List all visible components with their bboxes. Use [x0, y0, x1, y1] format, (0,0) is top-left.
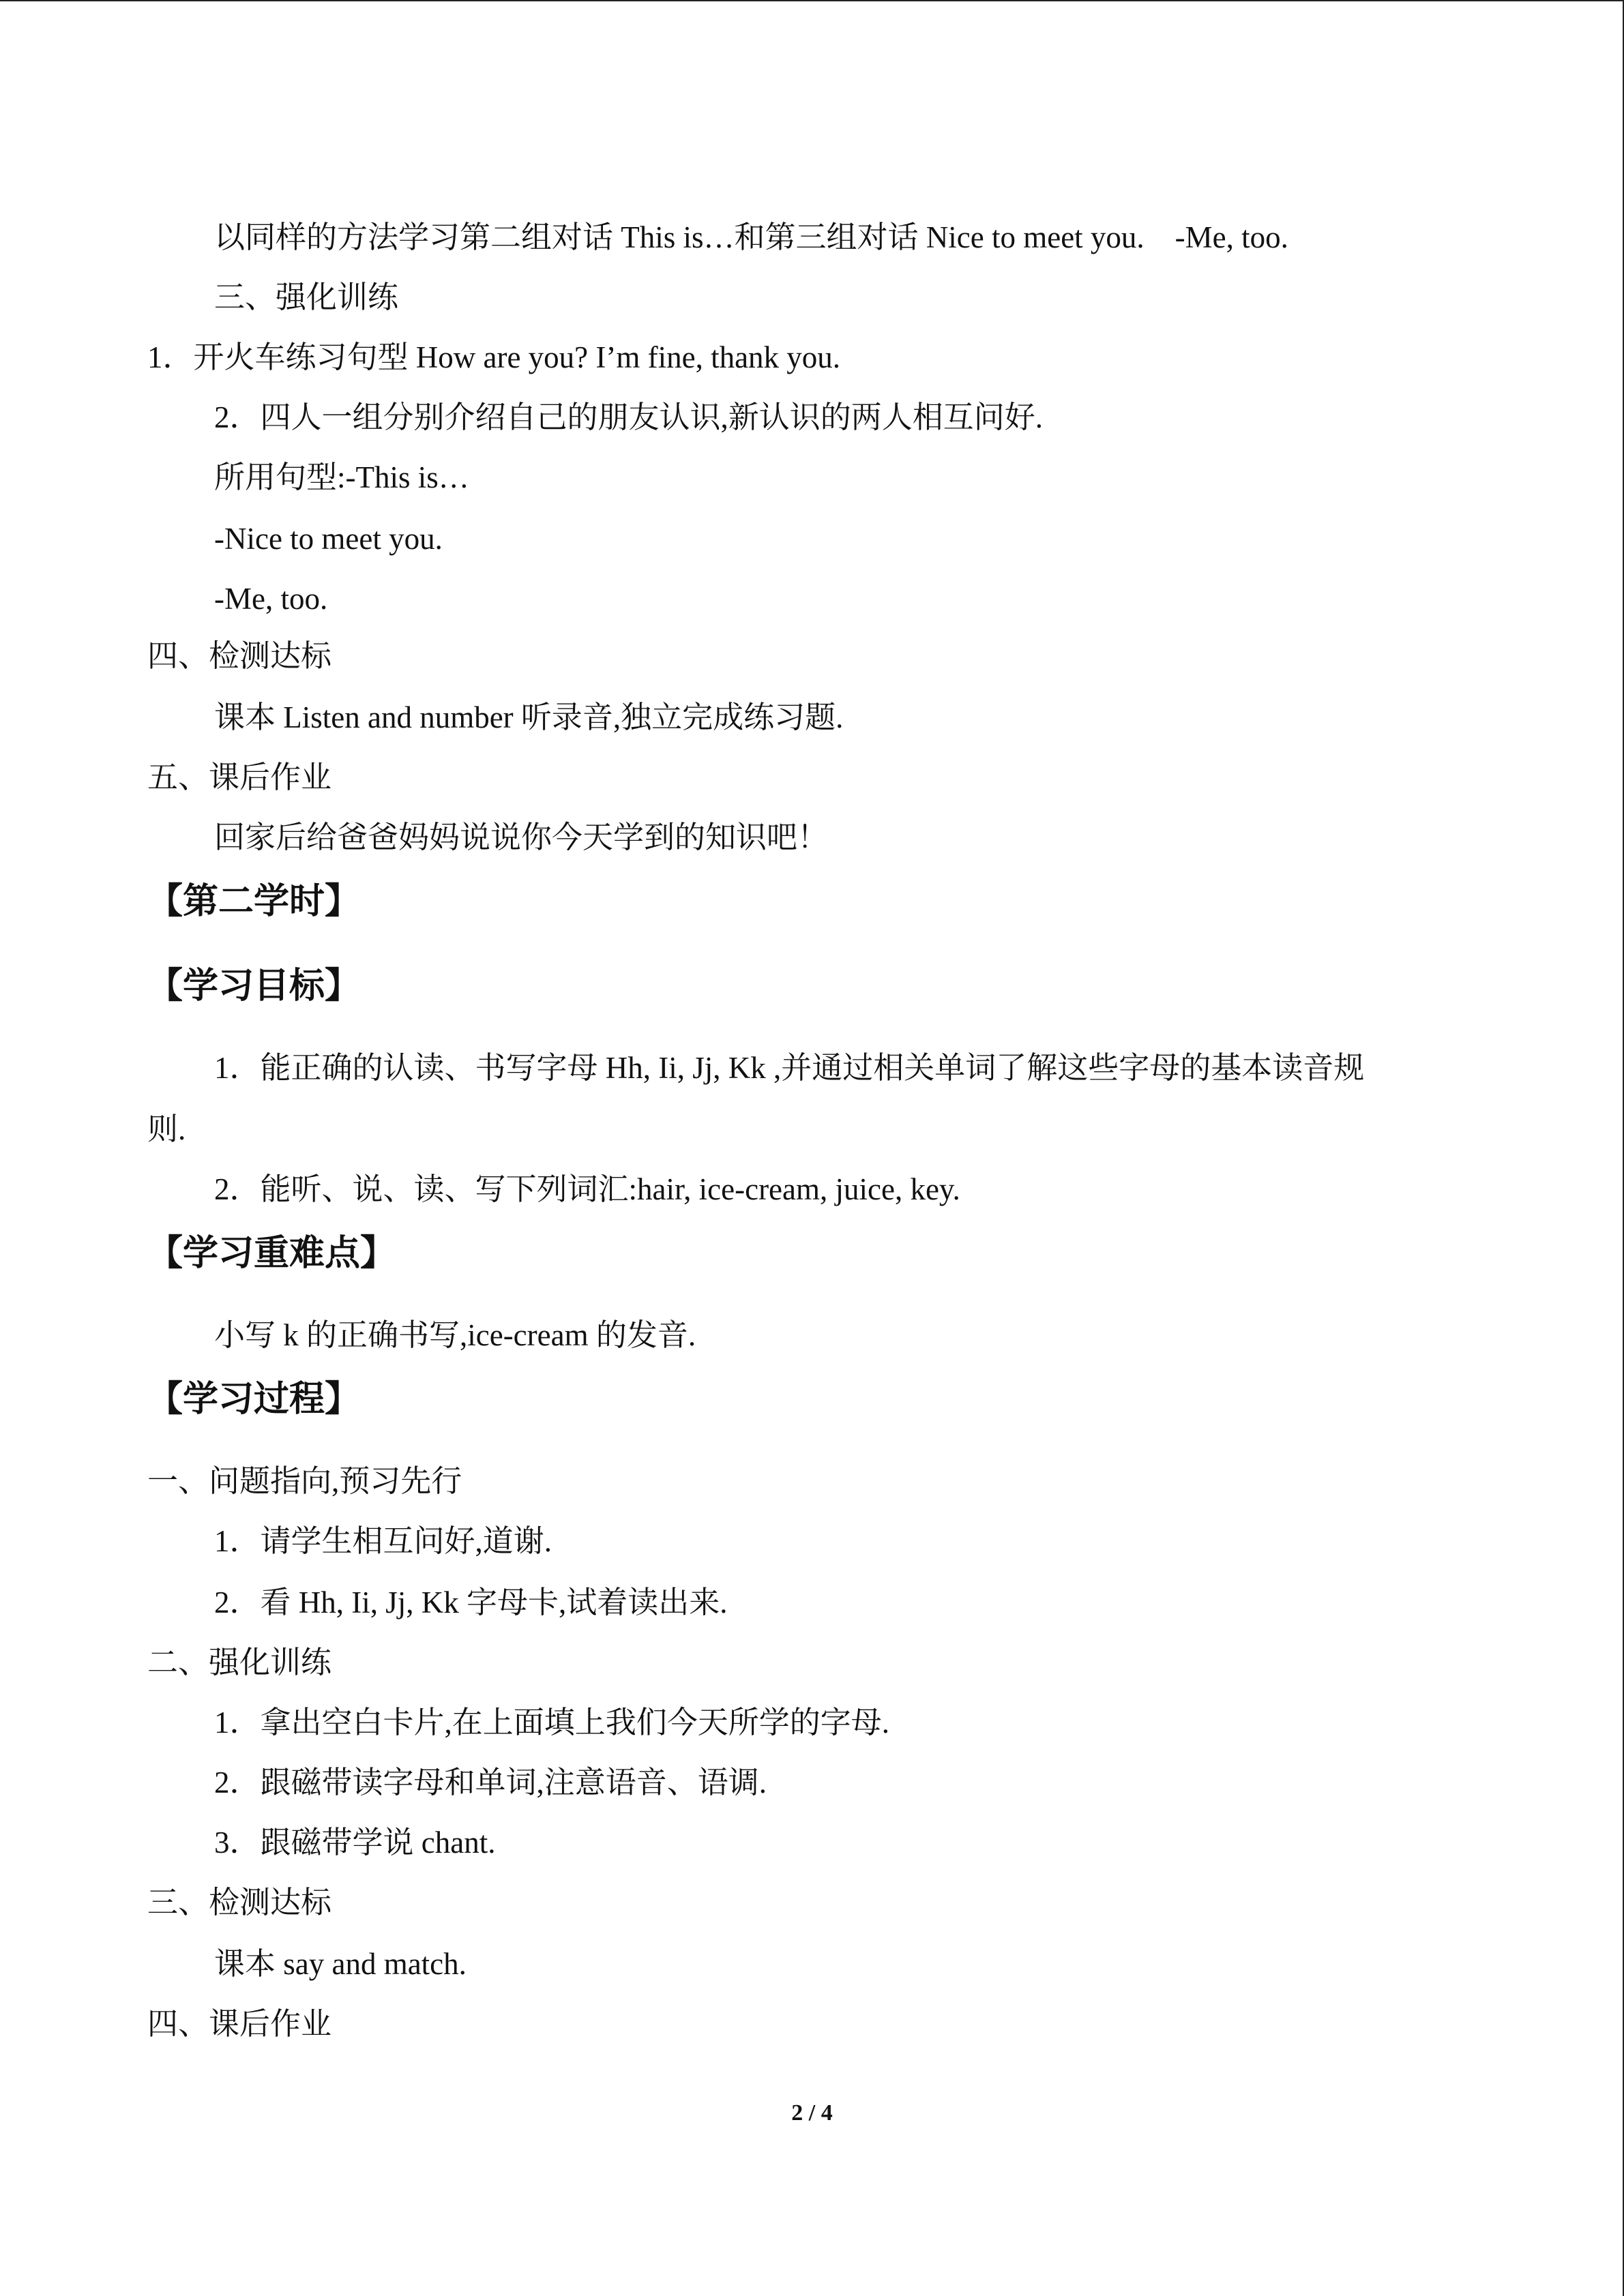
objective-item-letters: 1．能正确的认读、书写字母 Hh, Ii, Jj, Kk ,并通过相关单词了解这些字母的基本读音规: [214, 1051, 1365, 1085]
heading-second-lesson: 【第二学时】: [147, 882, 361, 921]
section-heading-assessment-2: 三、检测达标: [147, 1885, 332, 1920]
section-heading-assessment: 四、检测达标: [147, 639, 332, 673]
list-item-greet-thank: 1．请学生相互问好,道谢.: [214, 1524, 552, 1558]
page-number: 2 / 4: [791, 2100, 833, 2126]
objective-item-vocabulary: 2．能听、说、读、写下列词汇:hair, ice-cream, juice, key.: [214, 1172, 960, 1206]
paragraph-key-difficulties: 小写 k 的正确书写,ice-cream 的发音.: [214, 1318, 696, 1352]
sentence-pattern-me-too: -Me, too.: [214, 582, 328, 616]
list-item-letter-cards: 2．看 Hh, Ii, Jj, Kk 字母卡,试着读出来.: [214, 1585, 728, 1620]
list-item-chant: 3．跟磁带学说 chant.: [214, 1825, 496, 1860]
section-heading-homework-2: 四、课后作业: [147, 2007, 332, 2041]
list-item-blank-cards: 1．拿出空白卡片,在上面填上我们今天所学的字母.: [214, 1705, 890, 1740]
list-item-train-drill: 1．开火车练习句型 How are you? I’m fine, thank you.: [147, 340, 841, 374]
heading-learning-process: 【学习过程】: [147, 1380, 361, 1419]
paragraph-listen-number: 课本 Listen and number 听录音,独立完成练习题.: [214, 700, 844, 734]
list-item-read-tape: 2．跟磁带读字母和单词,注意语音、语调.: [214, 1765, 767, 1800]
sentence-pattern-label: 所用句型:-This is…: [214, 460, 469, 494]
paragraph-dialogue-method: 以同样的方法学习第二组对话 This is…和第三组对话 Nice to meet you. -Me, too.: [214, 220, 1288, 254]
heading-learning-objectives: 【学习目标】: [147, 967, 361, 1006]
section-heading-preview: 一、问题指向,预习先行: [147, 1464, 462, 1498]
section-heading-reinforcement-2: 二、强化训练: [147, 1645, 332, 1680]
objective-item-letters-continued: 则.: [147, 1112, 186, 1146]
sentence-pattern-nice: -Nice to meet you.: [214, 522, 443, 556]
paragraph-tell-parents: 回家后给爸爸妈妈说说你今天学到的知识吧！: [214, 820, 829, 854]
heading-key-difficulties: 【学习重难点】: [147, 1234, 396, 1273]
paragraph-say-match: 课本 say and match.: [214, 1947, 467, 1981]
section-heading-homework: 五、课后作业: [147, 760, 332, 794]
list-item-group-introduce: 2．四人一组分别介绍自己的朋友认识,新认识的两人相互问好.: [214, 400, 1044, 434]
section-heading-reinforcement: 三、强化训练: [214, 280, 399, 314]
